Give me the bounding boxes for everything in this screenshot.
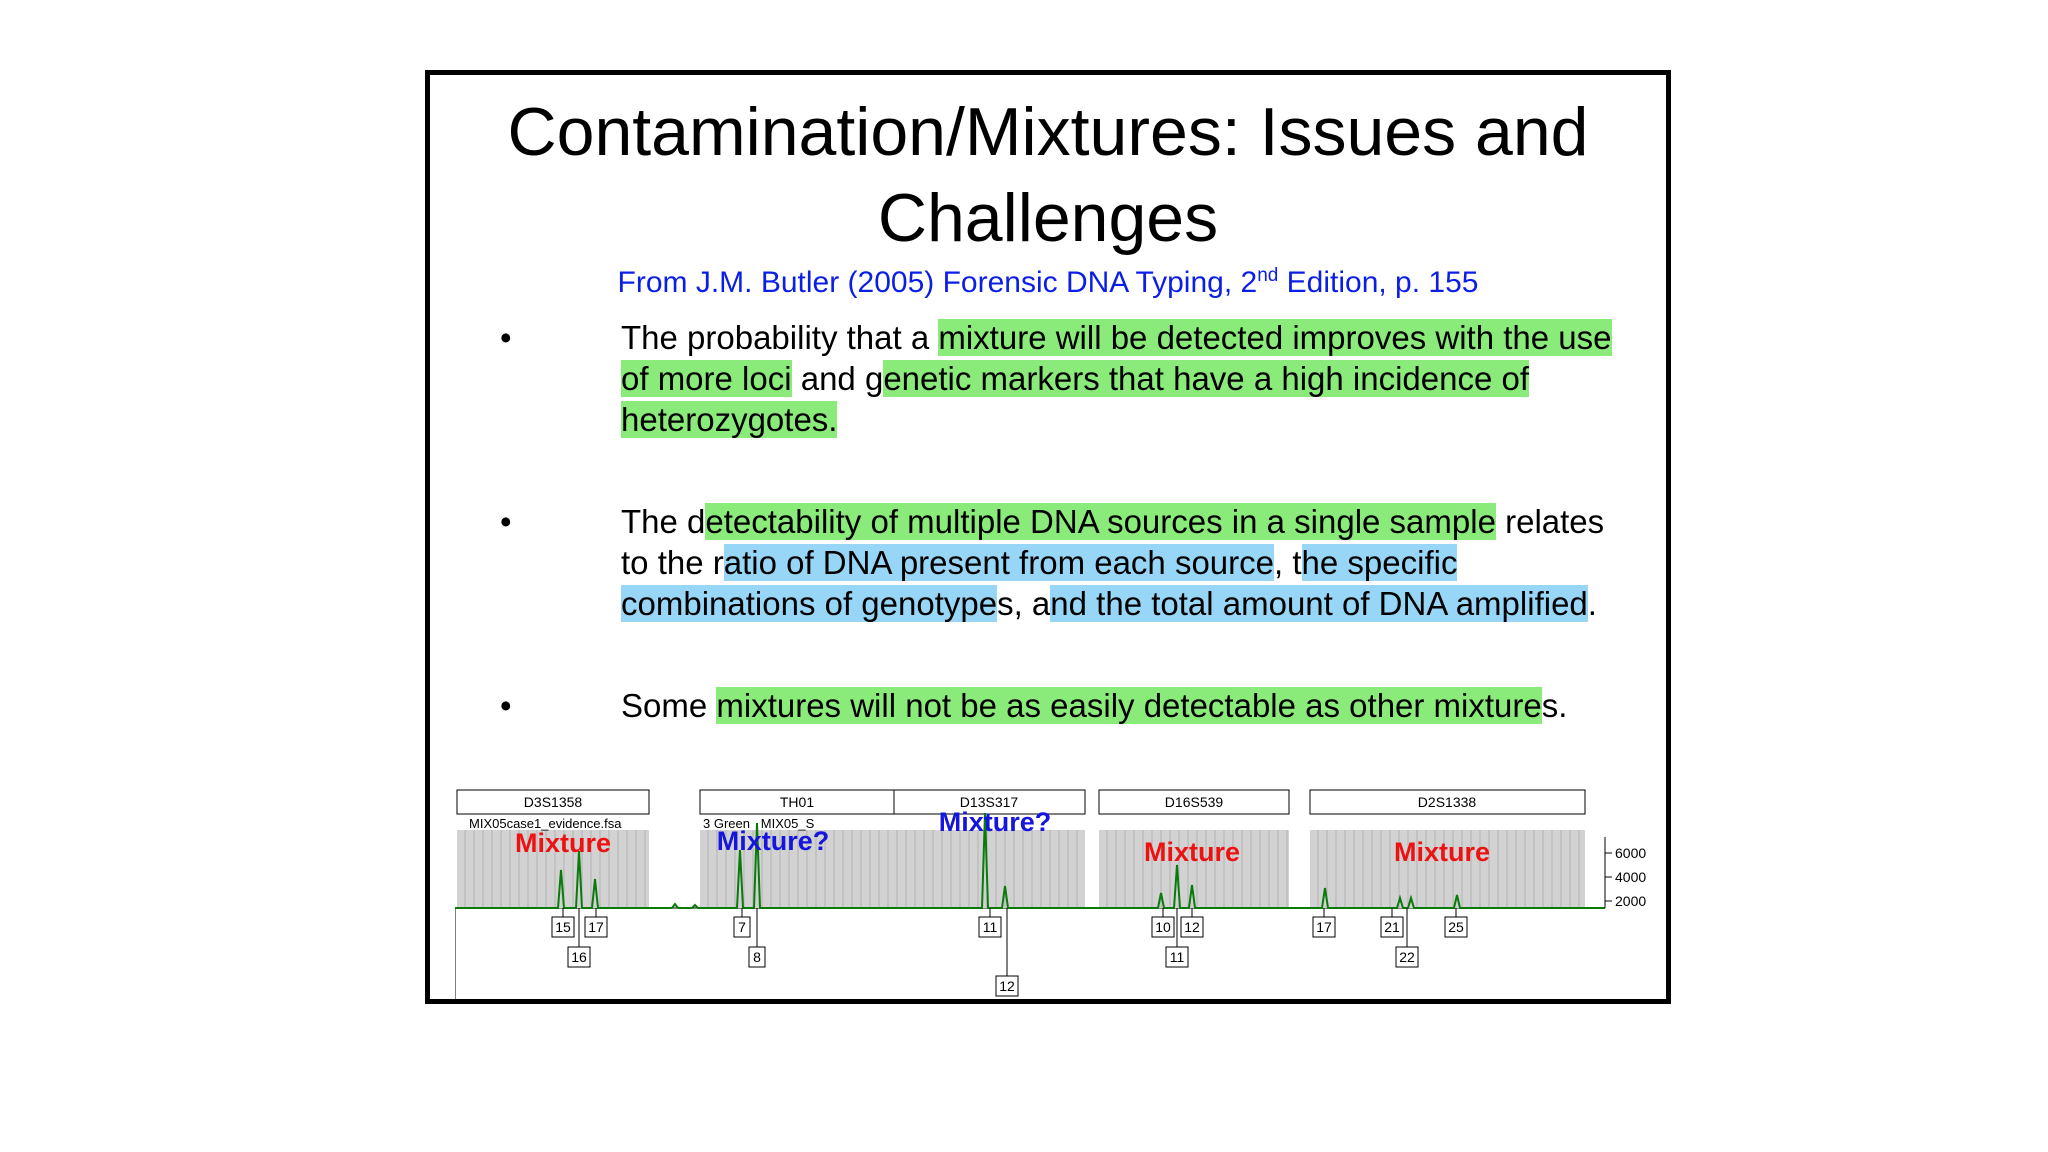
- citation-text: From J.M. Butler (2005) Forensic DNA Typing, 2: [617, 266, 1258, 299]
- allele-label: 15: [555, 919, 571, 935]
- allele-label: 11: [982, 919, 998, 935]
- blue-highlight: atio of DNA present from each source: [723, 544, 1275, 581]
- green-highlight: mixtures will not be as easily detectable as other mixture: [716, 687, 1542, 724]
- dye-sample-label: 3 Green MIX05_S: [703, 816, 815, 831]
- blue-highlight: nd the total amount of DNA amplified: [1050, 585, 1588, 622]
- bullet-text-segment: Some: [621, 687, 717, 724]
- bullet-text-segment: The probability that a: [621, 319, 939, 356]
- allele-label: 11: [1169, 949, 1185, 965]
- allele-label: 17: [588, 919, 604, 935]
- blue-highlight: he specific combinations of genotype: [621, 544, 1458, 622]
- allele-label: 12: [999, 978, 1015, 994]
- allele-label: 10: [1155, 919, 1171, 935]
- citation-superscript: nd: [1257, 265, 1279, 286]
- mixture-annotation-th01: Mixture?: [716, 826, 830, 856]
- citation-subtitle: [430, 265, 1666, 300]
- green-highlight: etectability of multiple DNA sources in a single sample: [705, 503, 1496, 540]
- allele-box: [585, 908, 607, 937]
- bullet-text-segment: The d: [621, 503, 706, 540]
- allele-label: 16: [571, 949, 587, 965]
- slide-title: [430, 89, 1666, 261]
- bullet-marker: •: [500, 687, 512, 724]
- allele-label: 17: [1316, 919, 1332, 935]
- bullet-text-segment: .: [1587, 585, 1597, 622]
- citation-text-end: Edition, p. 155: [1278, 266, 1479, 299]
- bullet-text-3: [621, 685, 1630, 726]
- bullet-text-1: [621, 317, 1630, 440]
- y-tick-label-6000: 6000: [1615, 845, 1647, 861]
- bullet-text-2: [621, 501, 1630, 624]
- locus-label-th01: TH01: [779, 794, 815, 810]
- slide: [425, 70, 1671, 1004]
- mixture-annotation-d16s539: Mixture: [1143, 837, 1241, 867]
- electropherogram: [455, 755, 1655, 1004]
- locus-label-d2s1338: D2S1338: [1417, 794, 1477, 810]
- mixture-annotation-d3s1358: Mixture: [514, 828, 612, 858]
- bullet-marker: •: [500, 503, 512, 540]
- allele-box: [1445, 908, 1467, 937]
- allele-label: 7: [738, 919, 746, 935]
- allele-label: 25: [1448, 919, 1464, 935]
- allele-box: [979, 908, 1001, 937]
- title-line-2: Challenges: [877, 180, 1219, 256]
- allele-box: [749, 908, 765, 967]
- mixture-annotation-d2s1338: Mixture: [1393, 837, 1491, 867]
- allele-call-labels: [552, 908, 1467, 996]
- allele-box: [1152, 908, 1174, 937]
- y-tick-label-2000: 2000: [1615, 893, 1647, 909]
- locus-label-d13s317: D13S317: [959, 794, 1019, 810]
- file-name-label: MIX05case1_evidence.fsa: [469, 816, 622, 831]
- green-highlight: mixture will be detected improves with the use of more loci: [621, 319, 1612, 397]
- bullet-marker: •: [500, 319, 512, 356]
- mixture-annotation-d13s317: Mixture?: [938, 807, 1052, 837]
- bullet-text-segment: relates to the r: [621, 503, 1605, 581]
- y-tick-label-4000: 4000: [1615, 869, 1647, 885]
- allele-label: 21: [1384, 919, 1400, 935]
- allele-box: [552, 908, 574, 937]
- allele-label: 12: [1184, 919, 1200, 935]
- allele-box: [1313, 908, 1335, 937]
- bullet-text-segment: , t: [1274, 544, 1302, 581]
- allele-box: [734, 908, 750, 937]
- locus-label-d3s1358: D3S1358: [523, 794, 583, 810]
- green-highlight: enetic markers that have a high incidence of heterozygotes.: [621, 360, 1530, 438]
- bullet-text-segment: s, a: [997, 585, 1051, 622]
- allele-box: [1381, 908, 1403, 937]
- title-line-1: Contamination/Mixtures: Issues and: [507, 94, 1589, 170]
- allele-label: 22: [1399, 949, 1415, 965]
- bullet-text-segment: and g: [791, 360, 884, 397]
- locus-label-d16s539: D16S539: [1164, 794, 1224, 810]
- allele-box: [1181, 908, 1203, 937]
- allele-label: 8: [753, 949, 761, 965]
- bullet-text-segment: s.: [1541, 687, 1568, 724]
